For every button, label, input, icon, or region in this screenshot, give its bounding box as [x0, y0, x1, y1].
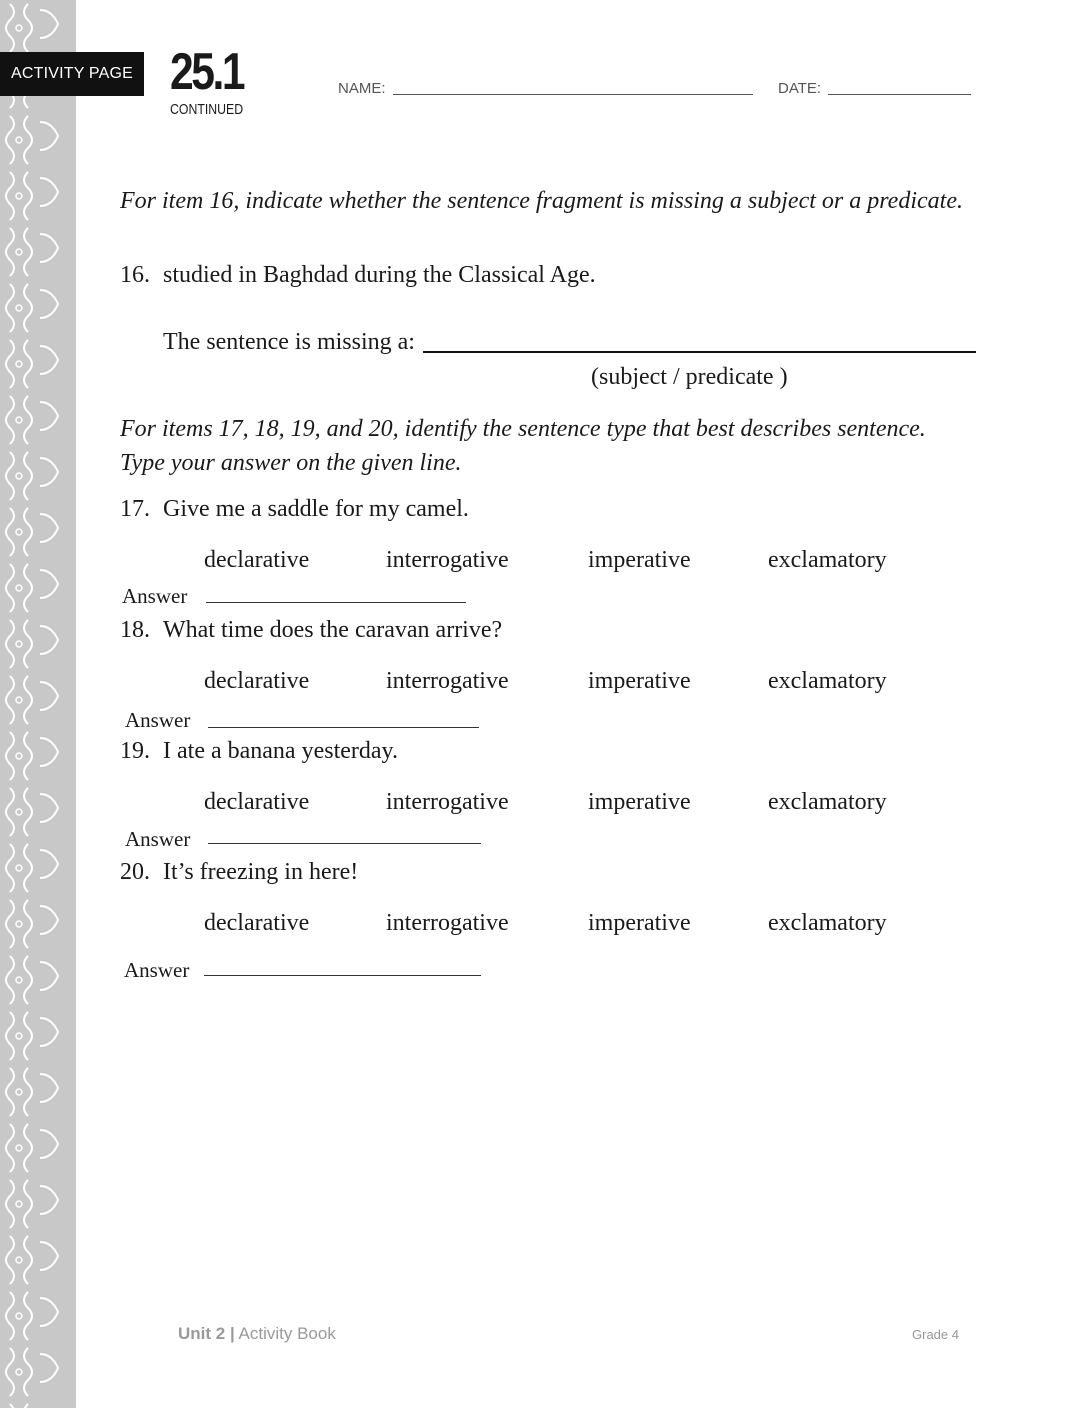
footer-unit: [178, 1324, 336, 1344]
instruction-items-17-20-line2: Type your answer on the given line.: [120, 450, 462, 476]
choices-hint: (subject / predicate ): [591, 364, 788, 390]
answer-line-20[interactable]: [204, 975, 481, 976]
option-exclamatory: exclamatory: [768, 547, 887, 573]
name-field-line[interactable]: [393, 94, 753, 95]
option-imperative: imperative: [588, 789, 691, 815]
footer-unit-label: Unit 2: [178, 1324, 226, 1343]
date-label: DATE:: [778, 80, 822, 97]
answer-label: Answer: [125, 827, 191, 851]
item-19-text: I ate a banana yesterday.: [163, 738, 398, 764]
date-field-line[interactable]: [828, 94, 971, 95]
instruction-item-16: For item 16, indicate whether the sentence fragment is missing a subject or a predicate.: [120, 188, 963, 214]
footer-grade: Grade 4: [912, 1327, 959, 1342]
footer-book-label: Activity Book: [238, 1324, 336, 1343]
border-pattern-icon: [0, 0, 76, 1408]
item-16-number: 16.: [120, 262, 150, 288]
answer-line-17[interactable]: [206, 602, 466, 603]
activity-page-tab: ACTIVITY PAGE: [0, 52, 144, 96]
item-16-text: studied in Baghdad during the Classical Age.: [163, 262, 596, 288]
missing-label: The sentence is missing a:: [163, 329, 415, 355]
footer-separator: |: [229, 1324, 235, 1343]
option-interrogative: interrogative: [386, 789, 509, 815]
item-19-number: 19.: [120, 738, 150, 764]
option-exclamatory: exclamatory: [768, 910, 887, 936]
decorative-border: [0, 0, 76, 1408]
option-interrogative: interrogative: [386, 547, 509, 573]
option-imperative: imperative: [588, 547, 691, 573]
missing-answer-line[interactable]: [423, 351, 976, 353]
option-interrogative: interrogative: [386, 668, 509, 694]
option-declarative: declarative: [204, 789, 310, 815]
answer-line-18[interactable]: [208, 727, 479, 728]
item-20-number: 20.: [120, 859, 150, 885]
option-exclamatory: exclamatory: [768, 668, 887, 694]
item-18-number: 18.: [120, 617, 150, 643]
option-imperative: imperative: [588, 910, 691, 936]
page-number: 25.1: [170, 43, 244, 101]
item-17-number: 17.: [120, 496, 150, 522]
item-17-text: Give me a saddle for my camel.: [163, 496, 469, 522]
option-declarative: declarative: [204, 910, 310, 936]
answer-label: Answer: [125, 708, 191, 732]
answer-line-19[interactable]: [208, 843, 481, 844]
continued-label: CONTINUED: [170, 101, 244, 118]
answer-label: Answer: [124, 958, 190, 982]
instruction-items-17-20-line1: For items 17, 18, 19, and 20, identify the sentence type that best describes sentence.: [120, 416, 926, 442]
option-interrogative: interrogative: [386, 910, 509, 936]
name-label: NAME:: [338, 80, 386, 97]
item-18-text: What time does the caravan arrive?: [163, 617, 503, 643]
answer-label: Answer: [122, 584, 188, 608]
option-declarative: declarative: [204, 547, 310, 573]
option-imperative: imperative: [588, 668, 691, 694]
item-20-text: It’s freezing in here!: [163, 859, 359, 885]
option-exclamatory: exclamatory: [768, 789, 887, 815]
option-declarative: declarative: [204, 668, 310, 694]
